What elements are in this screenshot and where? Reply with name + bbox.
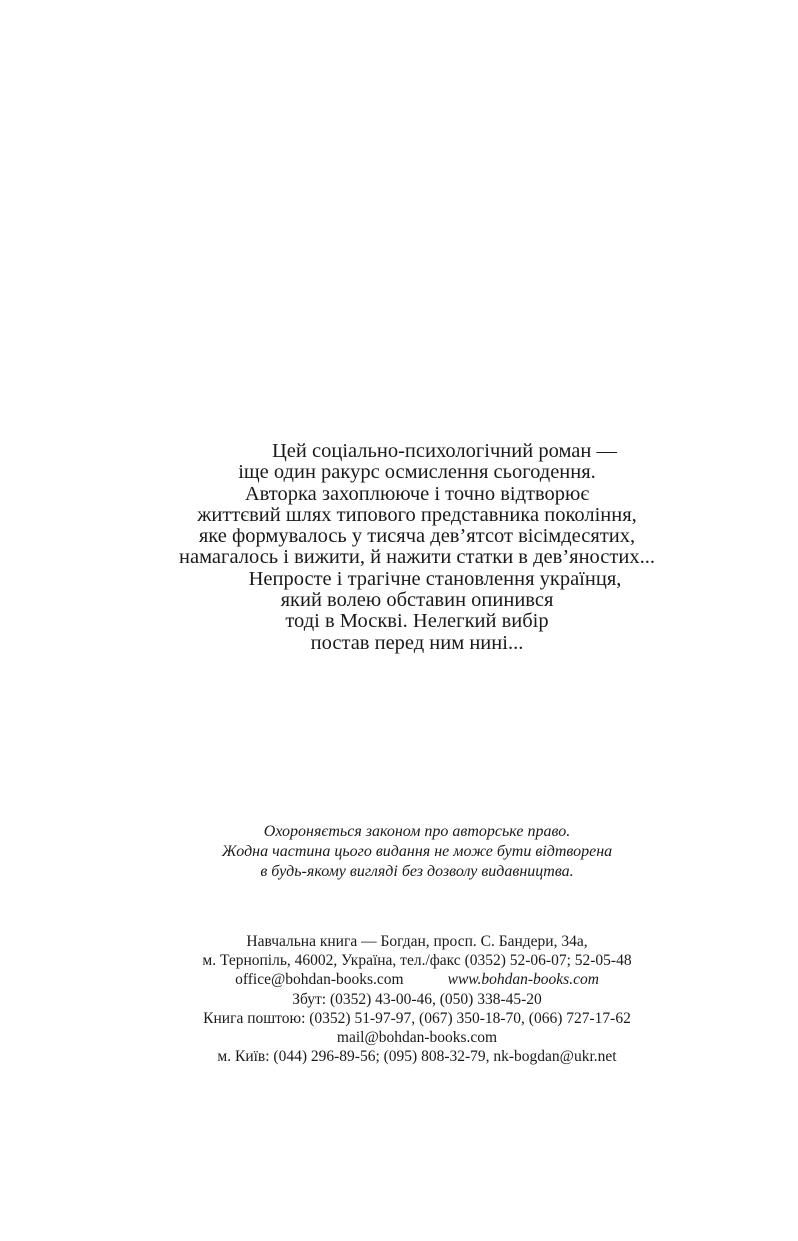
publisher-kyiv: м. Київ: (044) 296-89-56; (095) 808-32-79, nk-bogdan@ukr.net <box>217 1048 617 1066</box>
publisher-website: www.bohdan-books.com <box>447 971 599 989</box>
copyright-line: Жодна частина цього видання не може бути відтворена <box>221 843 613 860</box>
book-annotation <box>0 441 798 654</box>
copyright-line: в будь-якому вигляді без дозволу видавництва. <box>260 863 574 880</box>
publisher-address: Навчальна книга — Богдан, просп. С. Бандери, 34а, <box>246 933 588 950</box>
publisher-email: office@bohdan-books.com <box>235 971 404 989</box>
publisher-mail-email: mail@bohdan-books.com <box>336 1029 498 1047</box>
annotation-line: яке формувалось у тисяча дев’ятсот вісімдесятих, <box>198 525 636 548</box>
publisher-mail-order: Книга поштою: (0352) 51-97-97, (067) 350-18-70, (066) 727-17-62 <box>203 1009 631 1027</box>
publisher-contacts <box>0 970 798 989</box>
annotation-line: постав перед ним нині... <box>310 631 524 654</box>
copyright-notice <box>0 822 798 882</box>
annotation-line: іще один ракурс осмислення сьогодення. <box>238 461 596 484</box>
publisher-sales: Збут: (0352) 43-00-46, (050) 338-45-20 <box>292 990 542 1008</box>
annotation-line: життєвий шлях типового представника покоління, <box>197 503 637 526</box>
annotation-line: Авторка захоплюючe і точно відтворює <box>244 482 590 505</box>
publisher-phone: м. Тернопіль, 46002, Україна, тел./факс (0352) 52-06-07; 52-05-48 <box>202 952 632 970</box>
annotation-line: який волею обставин опинився <box>280 589 554 612</box>
annotation-line: намагалось і вижити, й нажити статки в дев’яностих... <box>179 546 655 569</box>
publisher-info <box>0 932 798 1066</box>
annotation-line: Непросте і трагічне становлення українця, <box>248 567 622 590</box>
annotation-line: тоді в Москві. Нелегкий вибір <box>285 610 549 633</box>
copyright-line: Охороняється законом про авторське право. <box>263 823 571 840</box>
annotation-line: Цей соціально-психологічний роман — <box>272 440 617 462</box>
